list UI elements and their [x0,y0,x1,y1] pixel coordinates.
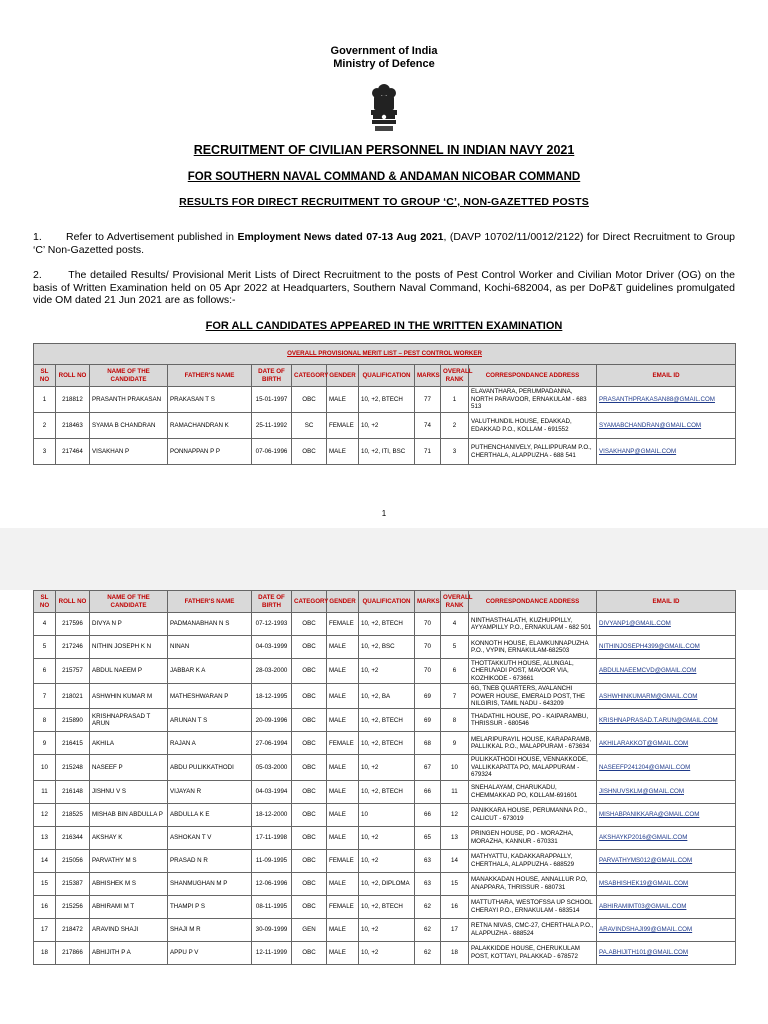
table-row [34,636,736,659]
column-header: CATEGORY [292,365,327,387]
table-cell: NINAN [168,636,252,659]
table-cell: 17-11-1998 [252,826,292,849]
table-cell: NASEEF P [90,755,168,780]
table-cell: 4 [441,613,469,636]
table-cell: MALE [327,826,359,849]
column-header: MARKS [415,591,441,613]
table-header-row [34,591,736,613]
table-row [34,780,736,803]
paragraph-2-number: 2. [33,269,42,281]
table-cell: 69 [415,684,441,709]
email-link[interactable]: MISHABPANIKKARA@GMAIL.COM [597,803,736,826]
table-row [34,732,736,755]
table-cell: NITHIN JOSEPH K N [90,636,168,659]
column-header: NAME OF THE CANDIDATE [90,591,168,613]
table-cell: 27-06-1994 [252,732,292,755]
table-cell: 4 [34,613,56,636]
column-header: EMAIL ID [597,591,736,613]
column-header: ROLL NO [56,591,90,613]
table-cell: 07-06-1996 [252,439,292,465]
table-cell: 10, +2, BTECH [359,780,415,803]
table-cell: 6G, TNEB QUARTERS, AVALANCHI POWER HOUSE, EMERALD POST, THE NILGIRIS, TAMIL NADU - 643209 [469,684,597,709]
table-row [34,803,736,826]
table-cell: THADATHIL HOUSE, PO - KAIPARAMBU, THRISSUR - 680546 [469,709,597,732]
table-cell: 10, +2, BTECH [359,895,415,918]
email-link[interactable]: AKSHAYKP2016@GMAIL.COM [597,826,736,849]
email-link[interactable]: NASEEFP241204@GMAIL.COM [597,755,736,780]
table-cell: OBC [292,780,327,803]
column-header: FATHER'S NAME [168,365,252,387]
email-link[interactable]: PA.ABHIJITH101@GMAIL.COM [597,941,736,964]
table-cell: SHANMUGHAN M P [168,872,252,895]
table-row [34,941,736,964]
merit-list-table-page-1 [33,343,736,465]
table-cell: 3 [34,439,56,465]
table-cell: OBC [292,941,327,964]
table-cell: SNEHALAYAM, CHARUKADU, CHEMMAKKAD PO, KOLLAM-691601 [469,780,597,803]
letterhead [0,45,768,71]
table-cell: 62 [415,895,441,918]
table-cell: OBC [292,826,327,849]
table-cell: 15-01-1997 [252,387,292,413]
table-cell: 5 [441,636,469,659]
table-cell: VISAKHAN P [90,439,168,465]
table-cell: 16 [34,895,56,918]
email-link[interactable]: MSABHISHEK19@GMAIL.COM [597,872,736,895]
table-cell: 12 [441,803,469,826]
table-cell: OBC [292,613,327,636]
paragraph-2 [33,269,735,307]
table-cell: ASHOKAN T V [168,826,252,849]
table-cell: 215757 [56,659,90,684]
table-cell: MATHESHWARAN P [168,684,252,709]
table-cell: 16 [441,895,469,918]
table-cell: 10, +2, DIPLOMA [359,872,415,895]
table-cell: 11 [34,780,56,803]
table-cell: 13 [441,826,469,849]
table-cell: 6 [441,659,469,684]
column-header: DATE OF BIRTH [252,591,292,613]
table-cell: ABDU PULIKKATHODI [168,755,252,780]
table-cell: 66 [415,803,441,826]
table-cell: 62 [415,918,441,941]
email-link[interactable]: DIVYANP1@GMAIL.COM [597,613,736,636]
table-cell: ELAVANTHARA, PERUMPADANNA, NORTH PARAVOOR, ERNAKULAM - 683 513 [469,387,597,413]
table-cell: VIJAYAN R [168,780,252,803]
table-cell: 20-09-1996 [252,709,292,732]
table-cell: FEMALE [327,895,359,918]
table-cell: PULIKKATHODI HOUSE, VENNAKKODE, VALLIKKAPATTA PO, MALAPPURAM - 679324 [469,755,597,780]
table-cell: 8 [441,709,469,732]
table-cell: MALE [327,709,359,732]
document-page-2 [0,590,768,1024]
table-cell: PADMANABHAN N S [168,613,252,636]
table-cell: 15 [34,872,56,895]
table-cell: ASHWHIN KUMAR M [90,684,168,709]
column-header: CATEGORY [292,591,327,613]
table-cell: OBC [292,439,327,465]
table-header-row [34,365,736,387]
table-row [34,613,736,636]
table-cell: FEMALE [327,849,359,872]
table-row [34,895,736,918]
table-cell: 10, +2 [359,826,415,849]
email-link[interactable]: VISAKHANP@GMAIL.COM [597,439,736,465]
table-cell: PALAKKIDDE HOUSE, CHERUKULAM POST, KOTTAYI, PALAKKAD - 678572 [469,941,597,964]
table-cell: 215248 [56,755,90,780]
table-cell: 68 [415,732,441,755]
table-cell: 10, +2, BTECH [359,709,415,732]
table-cell: 10, +2 [359,413,415,439]
table-cell: 215387 [56,872,90,895]
paragraph-1-bold: Employment News dated 07-13 Aug 2021 [237,231,444,243]
email-link[interactable]: ABHIRAMIMT03@GMAIL.COM [597,895,736,918]
column-header: MARKS [415,365,441,387]
ministry-line: Ministry of Defence [333,58,435,70]
table-cell: 65 [415,826,441,849]
table-cell: PARVATHY M S [90,849,168,872]
table-cell: 10 [34,755,56,780]
table-cell: OBC [292,849,327,872]
paragraph-2-text: The detailed Results/ Provisional Merit Lists of Direct Recruitment to the posts of Pest Control Worker and Civilian Motor Driver (OG) on the basis of Written Examination held on 05 Apr 2022 at Headquarters, Southern Naval Command, Kochi-682004, as per DoP&T guidelines promulgated vide OM dated 21 Jun 2021 are as follows:- [33,269,735,306]
table-row [34,849,736,872]
table-cell: 10, +2, ITI, BSC [359,439,415,465]
table-cell: RAMACHANDRAN K [168,413,252,439]
table-cell: 218463 [56,413,90,439]
table-body [34,387,736,465]
table-cell: PUTHENCHANIVELY, PALLIPPURAM P.O., CHERTHALA, ALAPPUZHA - 688 541 [469,439,597,465]
table-cell: 218472 [56,918,90,941]
table-cell: OBC [292,684,327,709]
table-cell: 10 [359,803,415,826]
table-cell: MISHAB BIN ABDULLA P [90,803,168,826]
state-emblem-icon [366,82,402,134]
table-cell: DIVYA N P [90,613,168,636]
table-cell: 11 [441,780,469,803]
table-cell: 18-12-2000 [252,803,292,826]
email-link[interactable]: JISHNUVSKLM@GMAIL.COM [597,780,736,803]
table-row [34,439,736,465]
table-cell: 74 [415,413,441,439]
table-cell: MALE [327,439,359,465]
table-cell: 05-03-2000 [252,755,292,780]
table-cell: 18 [441,941,469,964]
table-cell: FEMALE [327,732,359,755]
table-cell: PONNAPPAN P P [168,439,252,465]
email-link[interactable]: PRASANTHPRAKASAN88@GMAIL.COM [597,387,736,413]
table-cell: 12 [34,803,56,826]
main-title: RECRUITMENT OF CIVILIAN PERSONNEL IN INDIAN NAVY 2021 [193,143,575,157]
table-row [34,709,736,732]
table-cell: 10, +2 [359,659,415,684]
table-cell: KONNOTH HOUSE, ELAMKUNNAPUZHA P.O., VYPIN, ERNAKULAM-682503 [469,636,597,659]
column-header: DATE OF BIRTH [252,365,292,387]
table-cell: 62 [415,941,441,964]
column-header: OVERALL RANK [441,365,469,387]
table-cell: GEN [292,918,327,941]
table-cell: VALUTHUNDIL HOUSE, EDAKKAD, EDAKKAD P.O., KOLLAM - 691552 [469,413,597,439]
table-cell: ABHIJITH P A [90,941,168,964]
table-cell: 8 [34,709,56,732]
table-row [34,684,736,709]
table-cell: 08-11-1995 [252,895,292,918]
table-row [34,872,736,895]
table-cell: OBC [292,732,327,755]
table-cell: ABHIRAMI M T [90,895,168,918]
email-link[interactable]: PARVATHYMS012@GMAIL.COM [597,849,736,872]
table-row [34,826,736,849]
table-cell: AKSHAY K [90,826,168,849]
table-cell: 1 [441,387,469,413]
table-cell: 10 [441,755,469,780]
table-cell: 04-03-1999 [252,636,292,659]
table-cell: MELARIPURAYIL HOUSE, KARAPARAMB, PALLIKKAL P.O., MALAPPURAM - 673634 [469,732,597,755]
column-header: GENDER [327,365,359,387]
table-cell: 2 [441,413,469,439]
table-cell: MALE [327,803,359,826]
table-cell: THAMPI P S [168,895,252,918]
table-cell: 10, +2 [359,941,415,964]
table-cell: FEMALE [327,613,359,636]
table-cell: 63 [415,872,441,895]
table-cell: 30-09-1999 [252,918,292,941]
table-cell: 28-03-2000 [252,659,292,684]
table-cell: 14 [441,849,469,872]
table-cell: 10, +2, BTECH [359,732,415,755]
table-cell: 217464 [56,439,90,465]
table-row [34,659,736,684]
table-cell: 04-03-1994 [252,780,292,803]
table-cell: OBC [292,755,327,780]
table-cell: 25-11-1992 [252,413,292,439]
table-cell: MALE [327,755,359,780]
column-header: ROLL NO [56,365,90,387]
column-header: FATHER'S NAME [168,591,252,613]
table-cell: 70 [415,613,441,636]
section-title: FOR ALL CANDIDATES APPEARED IN THE WRITTEN EXAMINATION [205,320,563,332]
table-cell: PANIKKARA HOUSE, PERUMANNA P.O., CALICUT - 673019 [469,803,597,826]
table-cell: JISHNU V S [90,780,168,803]
table-cell: MATTUTHARA, WESTOFSSA UP SCHOOL CHERAYI P.O., ERNAKULAM - 683514 [469,895,597,918]
table-cell: 12-06-1996 [252,872,292,895]
table-cell: MALE [327,780,359,803]
page-separator [0,528,768,590]
table-cell: SYAMA B CHANDRAN [90,413,168,439]
column-header: GENDER [327,591,359,613]
table-cell: 77 [415,387,441,413]
table-cell: 9 [34,732,56,755]
table-cell: 14 [34,849,56,872]
table-cell: 10, +2, BSC [359,636,415,659]
merit-list-table-page-2 [33,590,736,965]
paragraph-1 [33,231,735,256]
table-cell: 7 [441,684,469,709]
table-cell: 215056 [56,849,90,872]
table-cell: 67 [415,755,441,780]
table-cell: 216344 [56,826,90,849]
table-cell: SHAJI M R [168,918,252,941]
page-number: 1 [381,509,387,518]
table-cell: 3 [441,439,469,465]
table-cell: OBC [292,872,327,895]
table-cell: 18-12-1995 [252,684,292,709]
table-cell: MALE [327,872,359,895]
table-cell: 10, +2, BTECH [359,387,415,413]
government-line: Government of India [330,45,438,57]
table-cell: OBC [292,895,327,918]
column-header: OVERALL RANK [441,591,469,613]
table-cell: PRASAD N R [168,849,252,872]
table-cell: KRISHNAPRASAD T ARUN [90,709,168,732]
table-title: OVERALL PROVISIONAL MERIT LIST – PEST CONTROL WORKER [34,344,736,365]
table-cell: NINTHASTHALATH, KUZHUPPILLY, AYYAMPILLY P.O., ERNAKULAM - 682 501 [469,613,597,636]
table-cell: 13 [34,826,56,849]
table-cell: ABHISHEK M S [90,872,168,895]
table-cell: 17 [34,918,56,941]
table-cell: 69 [415,709,441,732]
table-cell: ARAVIND SHAJI [90,918,168,941]
email-link[interactable]: ASHWHINKUMARM@GMAIL.COM [597,684,736,709]
table-cell: 218021 [56,684,90,709]
table-cell: 216415 [56,732,90,755]
table-cell: 215890 [56,709,90,732]
table-row [34,755,736,780]
table-cell: 71 [415,439,441,465]
email-link[interactable]: ABDULNAEEMCVD@GMAIL.COM [597,659,736,684]
table-row [34,413,736,439]
table-cell: 1 [34,387,56,413]
table-cell: 10, +2, BA [359,684,415,709]
table-cell: APPU P V [168,941,252,964]
table-cell: 9 [441,732,469,755]
table-cell: MALE [327,387,359,413]
table-cell: 15 [441,872,469,895]
table-cell: 11-09-1995 [252,849,292,872]
table-cell: OBC [292,659,327,684]
table-cell: 10, +2, BTECH [359,613,415,636]
table-cell: RAJAN A [168,732,252,755]
column-header: EMAIL ID [597,365,736,387]
table-cell: 5 [34,636,56,659]
table-cell: THOTTAKKUTH HOUSE, ALUNGAL, CHERUVADI POST, MAVOOR VIA, KOZHIKODE - 673661 [469,659,597,684]
column-header: CORRESPONDANCE ADDRESS [469,591,597,613]
column-header: NAME OF THE CANDIDATE [90,365,168,387]
table-cell: PRASANTH PRAKASAN [90,387,168,413]
table-cell: 07-12-1993 [252,613,292,636]
table-cell: 10, +2 [359,918,415,941]
table-cell: 18 [34,941,56,964]
table-cell: 215256 [56,895,90,918]
table-body [34,613,736,965]
table-cell: OBC [292,803,327,826]
table-cell: 17 [441,918,469,941]
table-cell: 218525 [56,803,90,826]
table-cell: OBC [292,636,327,659]
paragraph-1-number: 1. [33,231,42,243]
table-cell: PRINGEN HOUSE, PO - MORAZHA, MORAZHA, KANNUR - 670331 [469,826,597,849]
table-cell: ARUNAN T S [168,709,252,732]
table-cell: 218812 [56,387,90,413]
table-cell: JABBAR K A [168,659,252,684]
command-title: FOR SOUTHERN NAVAL COMMAND & ANDAMAN NICOBAR COMMAND [187,171,581,183]
column-header: SL NO [34,591,56,613]
table-cell: 70 [415,659,441,684]
table-cell: 70 [415,636,441,659]
email-link[interactable]: SYAMABCHANDRAN@GMAIL.COM [597,413,736,439]
email-link[interactable]: NITHINJOSEPH4399@GMAIL.COM [597,636,736,659]
column-header: SL NO [34,365,56,387]
email-link[interactable]: KRISHNAPRASAD.T.ARUN@GMAIL.COM [597,709,736,732]
table-cell: SC [292,413,327,439]
table-row [34,918,736,941]
table-row [34,387,736,413]
table-cell: 10, +2 [359,849,415,872]
table-cell: ABDULLA K E [168,803,252,826]
table-cell: 2 [34,413,56,439]
table-cell: MALE [327,941,359,964]
column-header: QUALIFICATION [359,365,415,387]
table-cell: OBC [292,387,327,413]
column-header: QUALIFICATION [359,591,415,613]
table-cell: 10, +2 [359,755,415,780]
table-cell: MALE [327,659,359,684]
results-title: RESULTS FOR DIRECT RECRUITMENT TO GROUP ‘C’, NON-GAZETTED POSTS [179,196,589,208]
table-cell: 216148 [56,780,90,803]
email-link[interactable]: AKHILARAKKOT@GMAIL.COM [597,732,736,755]
table-cell: FEMALE [327,413,359,439]
table-cell: 63 [415,849,441,872]
table-cell: MALE [327,918,359,941]
table-cell: MANAKKADAN HOUSE, ANNALLUR P.O, ANAPPARA, THRISSUR - 680731 [469,872,597,895]
table-cell: 217596 [56,613,90,636]
paragraph-1-text-a: Refer to Advertisement published in [66,231,238,243]
table-cell: 217866 [56,941,90,964]
table-cell: PRAKASAN T S [168,387,252,413]
table-cell: RETNA NIVAS, CMC-27, CHERTHALA P.O., ALAPPUZHA - 688524 [469,918,597,941]
paragraph-1-text-b: , (DAVP 10702/11/0012/2122) for Direct Recruitment to Group ‘C’ Non-Gazetted posts. [33,231,735,256]
table-cell: MALE [327,684,359,709]
table-cell: MALE [327,636,359,659]
table-cell: 12-11-1999 [252,941,292,964]
table-cell: 6 [34,659,56,684]
table-cell: AKHILA [90,732,168,755]
table-cell: ABDUL NAEEM P [90,659,168,684]
table-cell: MATHYATTU, KADAKKARAPPALLY, CHERTHALA, ALAPPUZHA - 688529 [469,849,597,872]
table-cell: 217246 [56,636,90,659]
table-cell: 7 [34,684,56,709]
email-link[interactable]: ARAVINDSHAJI99@GMAIL.COM [597,918,736,941]
column-header: CORRESPONDANCE ADDRESS [469,365,597,387]
table-cell: 66 [415,780,441,803]
table-cell: OBC [292,709,327,732]
